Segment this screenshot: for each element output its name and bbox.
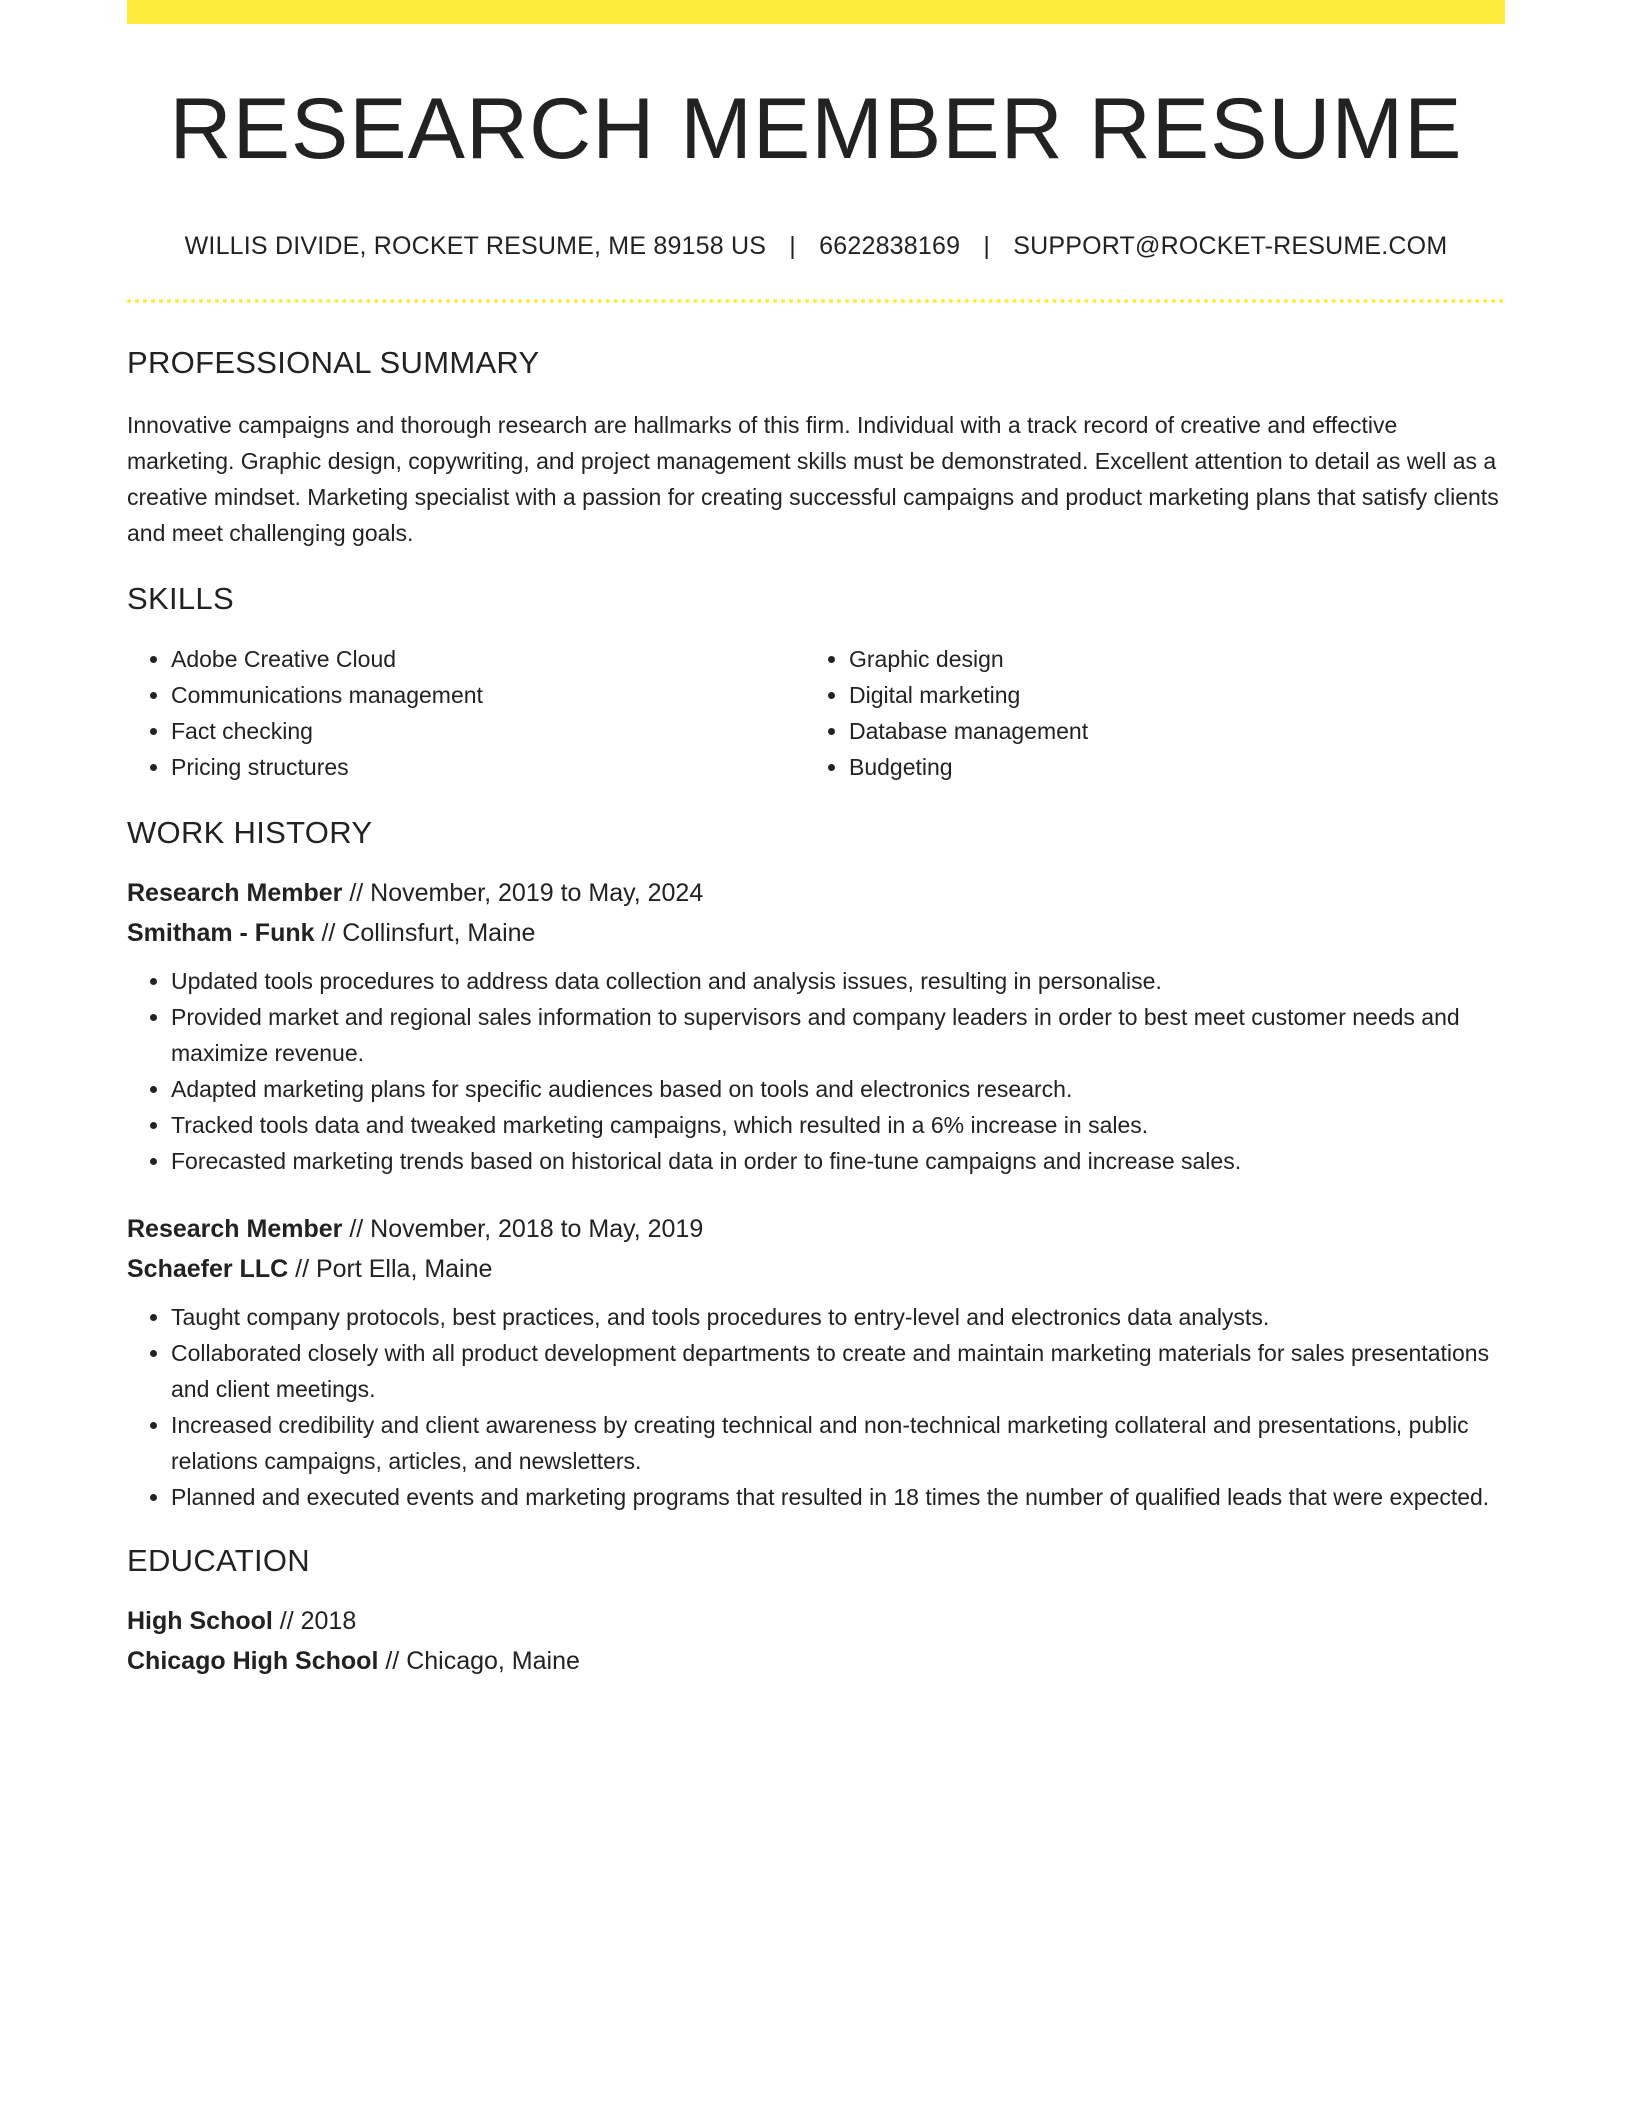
job-dates: // November, 2018 to May, 2019 xyxy=(342,1214,704,1243)
education-degree: High School xyxy=(127,1606,273,1635)
education-location: // Chicago, Maine xyxy=(378,1646,580,1675)
skills-heading: SKILLS xyxy=(127,580,234,616)
skills-column-right xyxy=(806,641,1484,785)
skill-item: • Fact checking xyxy=(171,713,806,749)
job-title-line xyxy=(127,873,1505,913)
contact-separator: | xyxy=(983,231,991,260)
summary-heading: PROFESSIONAL SUMMARY xyxy=(127,344,540,380)
job-bullet: • Taught company protocols, best practices, and tools procedures to entry-level and electronics data analysts. xyxy=(171,1299,1505,1335)
skill-item: • Budgeting xyxy=(849,749,1484,785)
education-school: Chicago High School xyxy=(127,1646,379,1675)
job-bullet: • Planned and executed events and marketing programs that resulted in 18 times the number of qualified leads that were expected. xyxy=(171,1479,1505,1515)
contact-line xyxy=(127,231,1505,261)
job-bullet: • Provided market and regional sales information to supervisors and company leaders in order to best meet customer needs and maximize revenue. xyxy=(171,999,1505,1071)
job-bullet: • Updated tools procedures to address data collection and analysis issues, resulting in personalise. xyxy=(171,963,1505,999)
job-bullets xyxy=(127,1299,1505,1515)
job-title: Research Member xyxy=(127,878,343,907)
resume-page xyxy=(127,0,1505,1681)
job-company: Smitham - Funk xyxy=(127,918,315,947)
skill-item: • Database management xyxy=(849,713,1484,749)
education-heading: EDUCATION xyxy=(127,1542,310,1578)
accent-top-bar xyxy=(127,0,1505,24)
job-location: // Port Ella, Maine xyxy=(288,1254,493,1283)
job-bullet: • Increased credibility and client awareness by creating technical and non-technical marketing collateral and presentations, public relations campaigns, articles, and newsletters. xyxy=(171,1407,1505,1479)
job-location: // Collinsfurt, Maine xyxy=(314,918,536,947)
work-history-heading: WORK HISTORY xyxy=(127,814,373,850)
education-entry xyxy=(127,1601,1505,1681)
skill-item: • Adobe Creative Cloud xyxy=(171,641,806,677)
contact-phone: 6622838169 xyxy=(819,231,961,260)
skills-column-left xyxy=(127,641,806,785)
contact-address: WILLIS DIVIDE, ROCKET RESUME, ME 89158 US xyxy=(184,231,767,260)
summary-text: Innovative campaigns and thorough research are hallmarks of this firm. Individual with a track record of creative and effective marketing. Graphic design, copywriting, and project management skills must be demonstrated. Excellent attention to detail as well as a creative mindset. Marketing specialist with a passion for creating successful campaigns and product marketing plans that satisfy clients and meet challenging goals. xyxy=(127,411,1499,546)
job-bullet: • Collaborated closely with all product development departments to create and maintain marketing materials for sales presentations and client meetings. xyxy=(171,1335,1505,1407)
skills-list xyxy=(127,641,1505,785)
header-divider xyxy=(127,299,1505,303)
job-entry-header xyxy=(127,873,1505,953)
job-company: Schaefer LLC xyxy=(127,1254,289,1283)
skill-item: • Pricing structures xyxy=(171,749,806,785)
job-entry-header xyxy=(127,1209,1505,1289)
education-degree-line xyxy=(127,1601,1505,1641)
job-company-line xyxy=(127,1249,1505,1289)
education-school-line xyxy=(127,1641,1505,1681)
job-bullet: • Adapted marketing plans for specific audiences based on tools and electronics research. xyxy=(171,1071,1505,1107)
resume-title: RESEARCH MEMBER RESUME xyxy=(169,81,1463,177)
job-dates: // November, 2019 to May, 2024 xyxy=(342,878,704,907)
education-year: // 2018 xyxy=(272,1606,357,1635)
skill-item: • Digital marketing xyxy=(849,677,1484,713)
skill-item: • Communications management xyxy=(171,677,806,713)
job-bullet: • Tracked tools data and tweaked marketing campaigns, which resulted in a 6% increase in sales. xyxy=(171,1107,1505,1143)
job-title-line xyxy=(127,1209,1505,1249)
contact-email: SUPPORT@ROCKET-RESUME.COM xyxy=(1013,231,1448,260)
job-bullets xyxy=(127,963,1505,1179)
contact-separator: | xyxy=(789,231,796,260)
job-bullet: • Forecasted marketing trends based on historical data in order to fine-tune campaigns and increase sales. xyxy=(171,1143,1505,1179)
job-company-line xyxy=(127,913,1505,953)
job-title: Research Member xyxy=(127,1214,343,1243)
skill-item: • Graphic design xyxy=(849,641,1484,677)
